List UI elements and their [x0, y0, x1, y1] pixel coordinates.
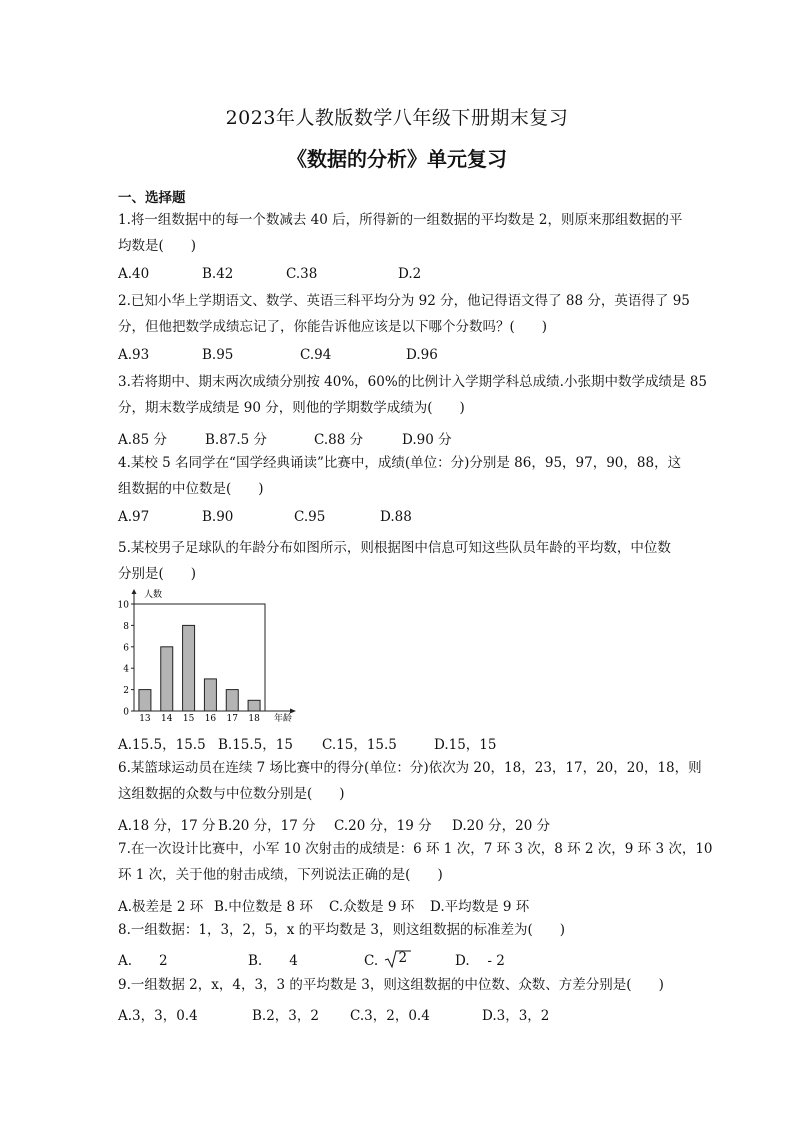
- option-d: D.96: [406, 347, 438, 363]
- option-b: B.90: [202, 509, 234, 525]
- option-c: C.15，15.5: [322, 737, 397, 753]
- options-2: [118, 347, 718, 367]
- x-tick-label: 18: [248, 714, 260, 724]
- y-tick-label: 4: [123, 664, 129, 675]
- option-c-label: C.: [364, 953, 379, 969]
- bar: [161, 647, 173, 711]
- age-distribution-chart: [114, 588, 304, 724]
- option-b: B.20 分，17 分: [218, 818, 316, 834]
- option-d: D. - 2: [455, 953, 505, 969]
- y-axis-label: 人数: [144, 590, 163, 600]
- option-c: C.88 分: [314, 432, 364, 448]
- option-b: B. 4: [248, 953, 298, 969]
- option-a: A. 2: [118, 953, 168, 969]
- question-2: [118, 288, 700, 340]
- option-b: B.15.5，15: [218, 737, 293, 753]
- option-b: B.95: [202, 347, 234, 363]
- x-tick-label: 15: [182, 714, 195, 724]
- question-text-line: 4.某校 5 名同学在“国学经典诵读”比赛中，成绩(单位：分)分别是 86，95，97，90，88，这: [118, 455, 682, 471]
- option-a: A.97: [118, 509, 150, 525]
- option-c: C.95: [294, 509, 326, 525]
- option-a: A.18 分，17 分: [118, 818, 216, 834]
- x-tick-label: 16: [204, 714, 217, 724]
- y-tick-label: 6: [123, 643, 129, 654]
- x-tick-label: 17: [226, 714, 238, 724]
- question-6: [118, 755, 700, 807]
- question-text-line: 均数是( ): [118, 238, 197, 254]
- x-tick-label: 13: [139, 714, 151, 724]
- option-c: [364, 949, 412, 969]
- option-b: B.87.5 分: [205, 432, 268, 448]
- option-d: D.15，15: [434, 737, 497, 753]
- y-tick-label: 8: [123, 621, 129, 632]
- options-3: [118, 428, 718, 448]
- y-axis-arrow-icon: [132, 589, 137, 594]
- options-1: [118, 266, 718, 286]
- option-c: C.94: [300, 347, 332, 363]
- plot-frame: [134, 604, 265, 711]
- question-text-line: 6.某篮球运动员在连续 7 场比赛中的得分(单位：分)依次为 20，18，23，17，20，20，18，则: [118, 760, 702, 776]
- y-tick-label: 10: [117, 600, 129, 611]
- question-9: [118, 972, 700, 998]
- sqrt-radicand: 2: [398, 950, 408, 966]
- question-text-line: 组数据的中位数是( ): [118, 481, 264, 497]
- x-axis-label: 年龄: [274, 714, 293, 724]
- question-4: [118, 450, 700, 502]
- options-5: [118, 733, 718, 753]
- option-d: D.88: [380, 509, 412, 525]
- question-text-line: 这组数据的众数与中位数分别是( ): [118, 786, 345, 802]
- question-text-line: 分，但他把数学成绩忘记了，你能告诉他应该是以下哪个分数吗？( ): [118, 319, 548, 335]
- option-d: D.3，3，2: [482, 1008, 550, 1024]
- option-c: C.众数是 9 环: [329, 899, 415, 915]
- option-a: A.85 分: [118, 432, 168, 448]
- question-text-line: 9.一组数据 2，x，4，3，3 的平均数是 3，则这组数据的中位数、众数、方差分别是( ): [118, 977, 664, 993]
- option-a: A.3，3，0.4: [118, 1008, 198, 1024]
- question-7: [118, 836, 713, 888]
- option-c: C.20 分，19 分: [334, 818, 432, 834]
- option-d: D.2: [398, 266, 422, 282]
- question-text-line: 环 1 次，关于他的射击成绩，下列说法正确的是( ): [118, 867, 443, 883]
- bar: [226, 690, 238, 711]
- question-3: [118, 369, 707, 421]
- options-9: [118, 1004, 718, 1024]
- question-text-line: 分别是( ): [118, 566, 197, 582]
- x-tick-label: 14: [161, 714, 173, 724]
- bar: [248, 700, 260, 711]
- option-c: C.38: [286, 266, 318, 282]
- document-subtitle: 《数据的分析》单元复习: [287, 147, 507, 171]
- question-8: [118, 917, 700, 943]
- option-a: A.40: [118, 266, 150, 282]
- options-7: [118, 895, 718, 915]
- option-b: B.2，3，2: [252, 1008, 319, 1024]
- y-tick-label: 2: [123, 686, 129, 697]
- bar: [139, 690, 151, 711]
- y-tick-label: 0: [123, 707, 129, 718]
- question-1: [118, 207, 700, 259]
- section-heading: 一、选择题: [118, 190, 186, 206]
- bar: [183, 625, 195, 711]
- question-text-line: 1.将一组数据中的每一个数减去 40 后，所得新的一组数据的平均数是 2，则原来那组数据的平: [118, 212, 683, 228]
- sqrt-expression: [384, 949, 412, 969]
- options-4: [118, 509, 718, 529]
- question-text-line: 3.若将期中、期末两次成绩分别按 40%，60%的比例计入学期学科总成绩.小张期中数学成绩是 85: [118, 374, 707, 390]
- option-b: B.中位数是 8 环: [214, 899, 313, 915]
- bar: [204, 679, 216, 711]
- option-d: D.平均数是 9 环: [430, 899, 530, 915]
- option-d: D.90 分: [402, 432, 452, 448]
- option-b: B.42: [202, 266, 234, 282]
- options-8: [118, 949, 718, 969]
- question-text-line: 7.在一次设计比赛中，小军 10 次射击的成绩是：6 环 1 次，7 环 3 次，8 环 2 次，9 环 3 次，10: [118, 841, 713, 857]
- option-a: A.93: [118, 347, 150, 363]
- options-6: [118, 814, 718, 834]
- option-a: A.极差是 2 环: [118, 899, 204, 915]
- question-text-line: 2.已知小华上学期语文、数学、英语三科平均分为 92 分，他记得语文得了 88 分，英语得了 95: [118, 293, 690, 309]
- x-axis-arrow-icon: [290, 709, 296, 714]
- option-a: A.15.5，15.5: [118, 737, 206, 753]
- question-text-line: 5.某校男子足球队的年龄分布如图所示，则根据图中信息可知这些队员年龄的平均数，中位数: [118, 540, 671, 556]
- question-text-line: 分，期末数学成绩是 90 分，则他的学期数学成绩为( ): [118, 400, 465, 416]
- question-text-line: 8.一组数据：1，3，2，5，x 的平均数是 3，则这组数据的标准差为( ): [118, 922, 566, 938]
- option-d: D.20 分，20 分: [452, 818, 551, 834]
- question-5: [118, 535, 700, 587]
- document-title: 2023年人教版数学八年级下册期末复习: [225, 107, 569, 129]
- option-c: C.3，2，0.4: [350, 1008, 430, 1024]
